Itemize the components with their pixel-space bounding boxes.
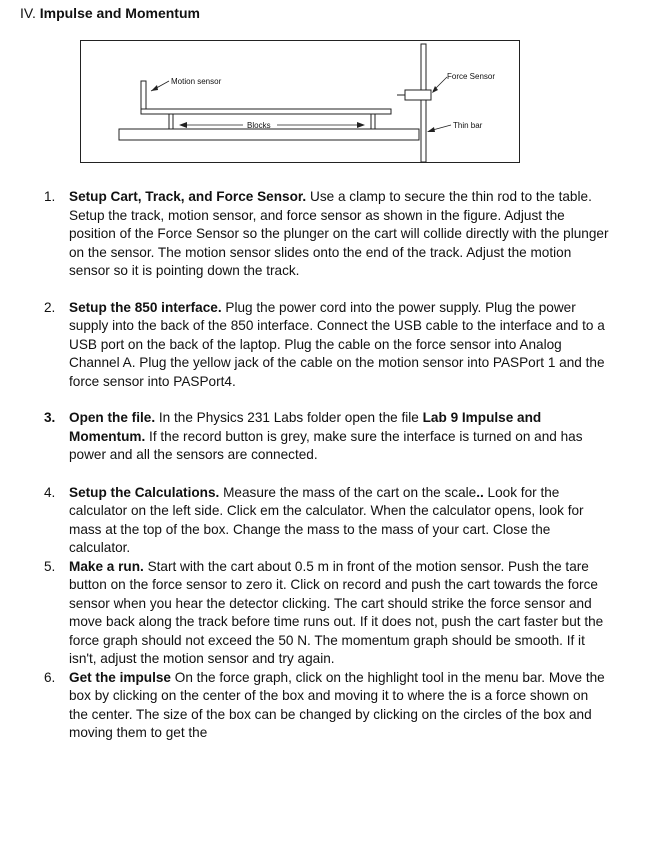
step-text: If the record button is grey, make sure the interface is turned on and has power and all the sensors are connected. bbox=[69, 428, 583, 462]
cart-bar bbox=[141, 109, 391, 114]
step-number: 1. bbox=[44, 189, 56, 204]
step-text: In the Physics 231 Labs folder open the file bbox=[155, 410, 423, 425]
step-number: 4. bbox=[44, 484, 56, 500]
step-6 bbox=[0, 669, 659, 743]
step-title: Setup the Calculations. bbox=[69, 484, 220, 500]
step-title: Setup the 850 interface. bbox=[69, 299, 222, 315]
step-body bbox=[69, 669, 609, 743]
step-text: Look for the calculator on the left side. Click em the calculator. When the calculator opens, look for mass at the top of the box. Change the mass to the mass of your cart. Close the calculator. bbox=[69, 484, 584, 555]
motion-sensor-label: Motion sensor bbox=[171, 77, 222, 86]
step-body bbox=[69, 188, 609, 281]
step-4 bbox=[0, 484, 659, 558]
step-title: Setup Cart, Track, and Force Sensor. bbox=[69, 189, 307, 204]
force-sensor-label: Force Sensor bbox=[447, 72, 496, 81]
motion-sensor bbox=[141, 81, 146, 109]
file-name: Lab 9 Impulse and Momentum. bbox=[69, 410, 542, 444]
step-body bbox=[69, 409, 609, 465]
section-heading bbox=[20, 5, 200, 21]
step-dots: .. bbox=[476, 484, 484, 500]
thin-bar bbox=[421, 44, 426, 162]
step-2 bbox=[0, 299, 659, 392]
step-title: Open the file. bbox=[69, 410, 156, 425]
step-text: Use a clamp to secure the thin rod to the table. Setup the track, motion sensor, and force sensor as shown in the figure. Adjust the position of the Force Sensor so the plunger on the cart will collide directly with the plunger on the sensor. The motion sensor slides onto the end of the track. Adjust the motion sensor so it is pointing down the track. bbox=[69, 189, 609, 278]
step-text: On the force graph, click on the highlight tool in the menu bar. Move the box by clicking on the center of the box and moving it to where the is a force shown on the center. The size of the box can be changed by clicking on the circles of the box and moving them to get the bbox=[69, 669, 605, 740]
step-body bbox=[69, 558, 609, 669]
procedure-list bbox=[0, 188, 659, 743]
step-text: Measure the mass of the cart on the scale bbox=[219, 484, 477, 500]
step-number: 6. bbox=[44, 669, 56, 685]
blocks-label: Blocks bbox=[247, 121, 271, 130]
thin-bar-label: Thin bar bbox=[453, 121, 483, 130]
section-title: Impulse and Momentum bbox=[39, 5, 200, 21]
step-3 bbox=[0, 409, 659, 465]
step-number: 2. bbox=[44, 299, 56, 315]
step-text: Start with the cart about 0.5 m in front of the motion sensor. Push the tare button on the force sensor to zero it. Click on record and push the cart towards the force sensor when you hear the detector clicking. The cart should strike the force sensor and move back along the track before time runs out. If it does not, push the cart faster but the force graph should not exceed the 50 N. The momentum graph should be smooth. If it isn't, adjust the motion sensor and try again. bbox=[69, 558, 604, 666]
step-5 bbox=[0, 558, 659, 669]
step-1 bbox=[0, 188, 659, 281]
step-number: 5. bbox=[44, 558, 56, 574]
step-title: Get the impulse bbox=[69, 669, 171, 685]
step-body bbox=[69, 484, 609, 558]
step-number: 3. bbox=[44, 410, 56, 425]
step-title: Make a run. bbox=[69, 558, 144, 574]
apparatus-diagram bbox=[81, 41, 521, 164]
track bbox=[119, 129, 419, 140]
section-number: IV. bbox=[20, 5, 36, 21]
apparatus-figure bbox=[80, 40, 520, 163]
step-body bbox=[69, 299, 609, 392]
step-text: Plug the power cord into the power supply. Plug the power supply into the back of the 850 interface. Connect the USB cable to the interface and to a USB port on the back of the laptop. Plug the cable on the force sensor into Analog Channel A. Plug the yellow jack of the cable on the motion sensor into PASPort 1 and the force sensor into PASPort4. bbox=[69, 299, 605, 389]
force-sensor bbox=[405, 90, 431, 100]
